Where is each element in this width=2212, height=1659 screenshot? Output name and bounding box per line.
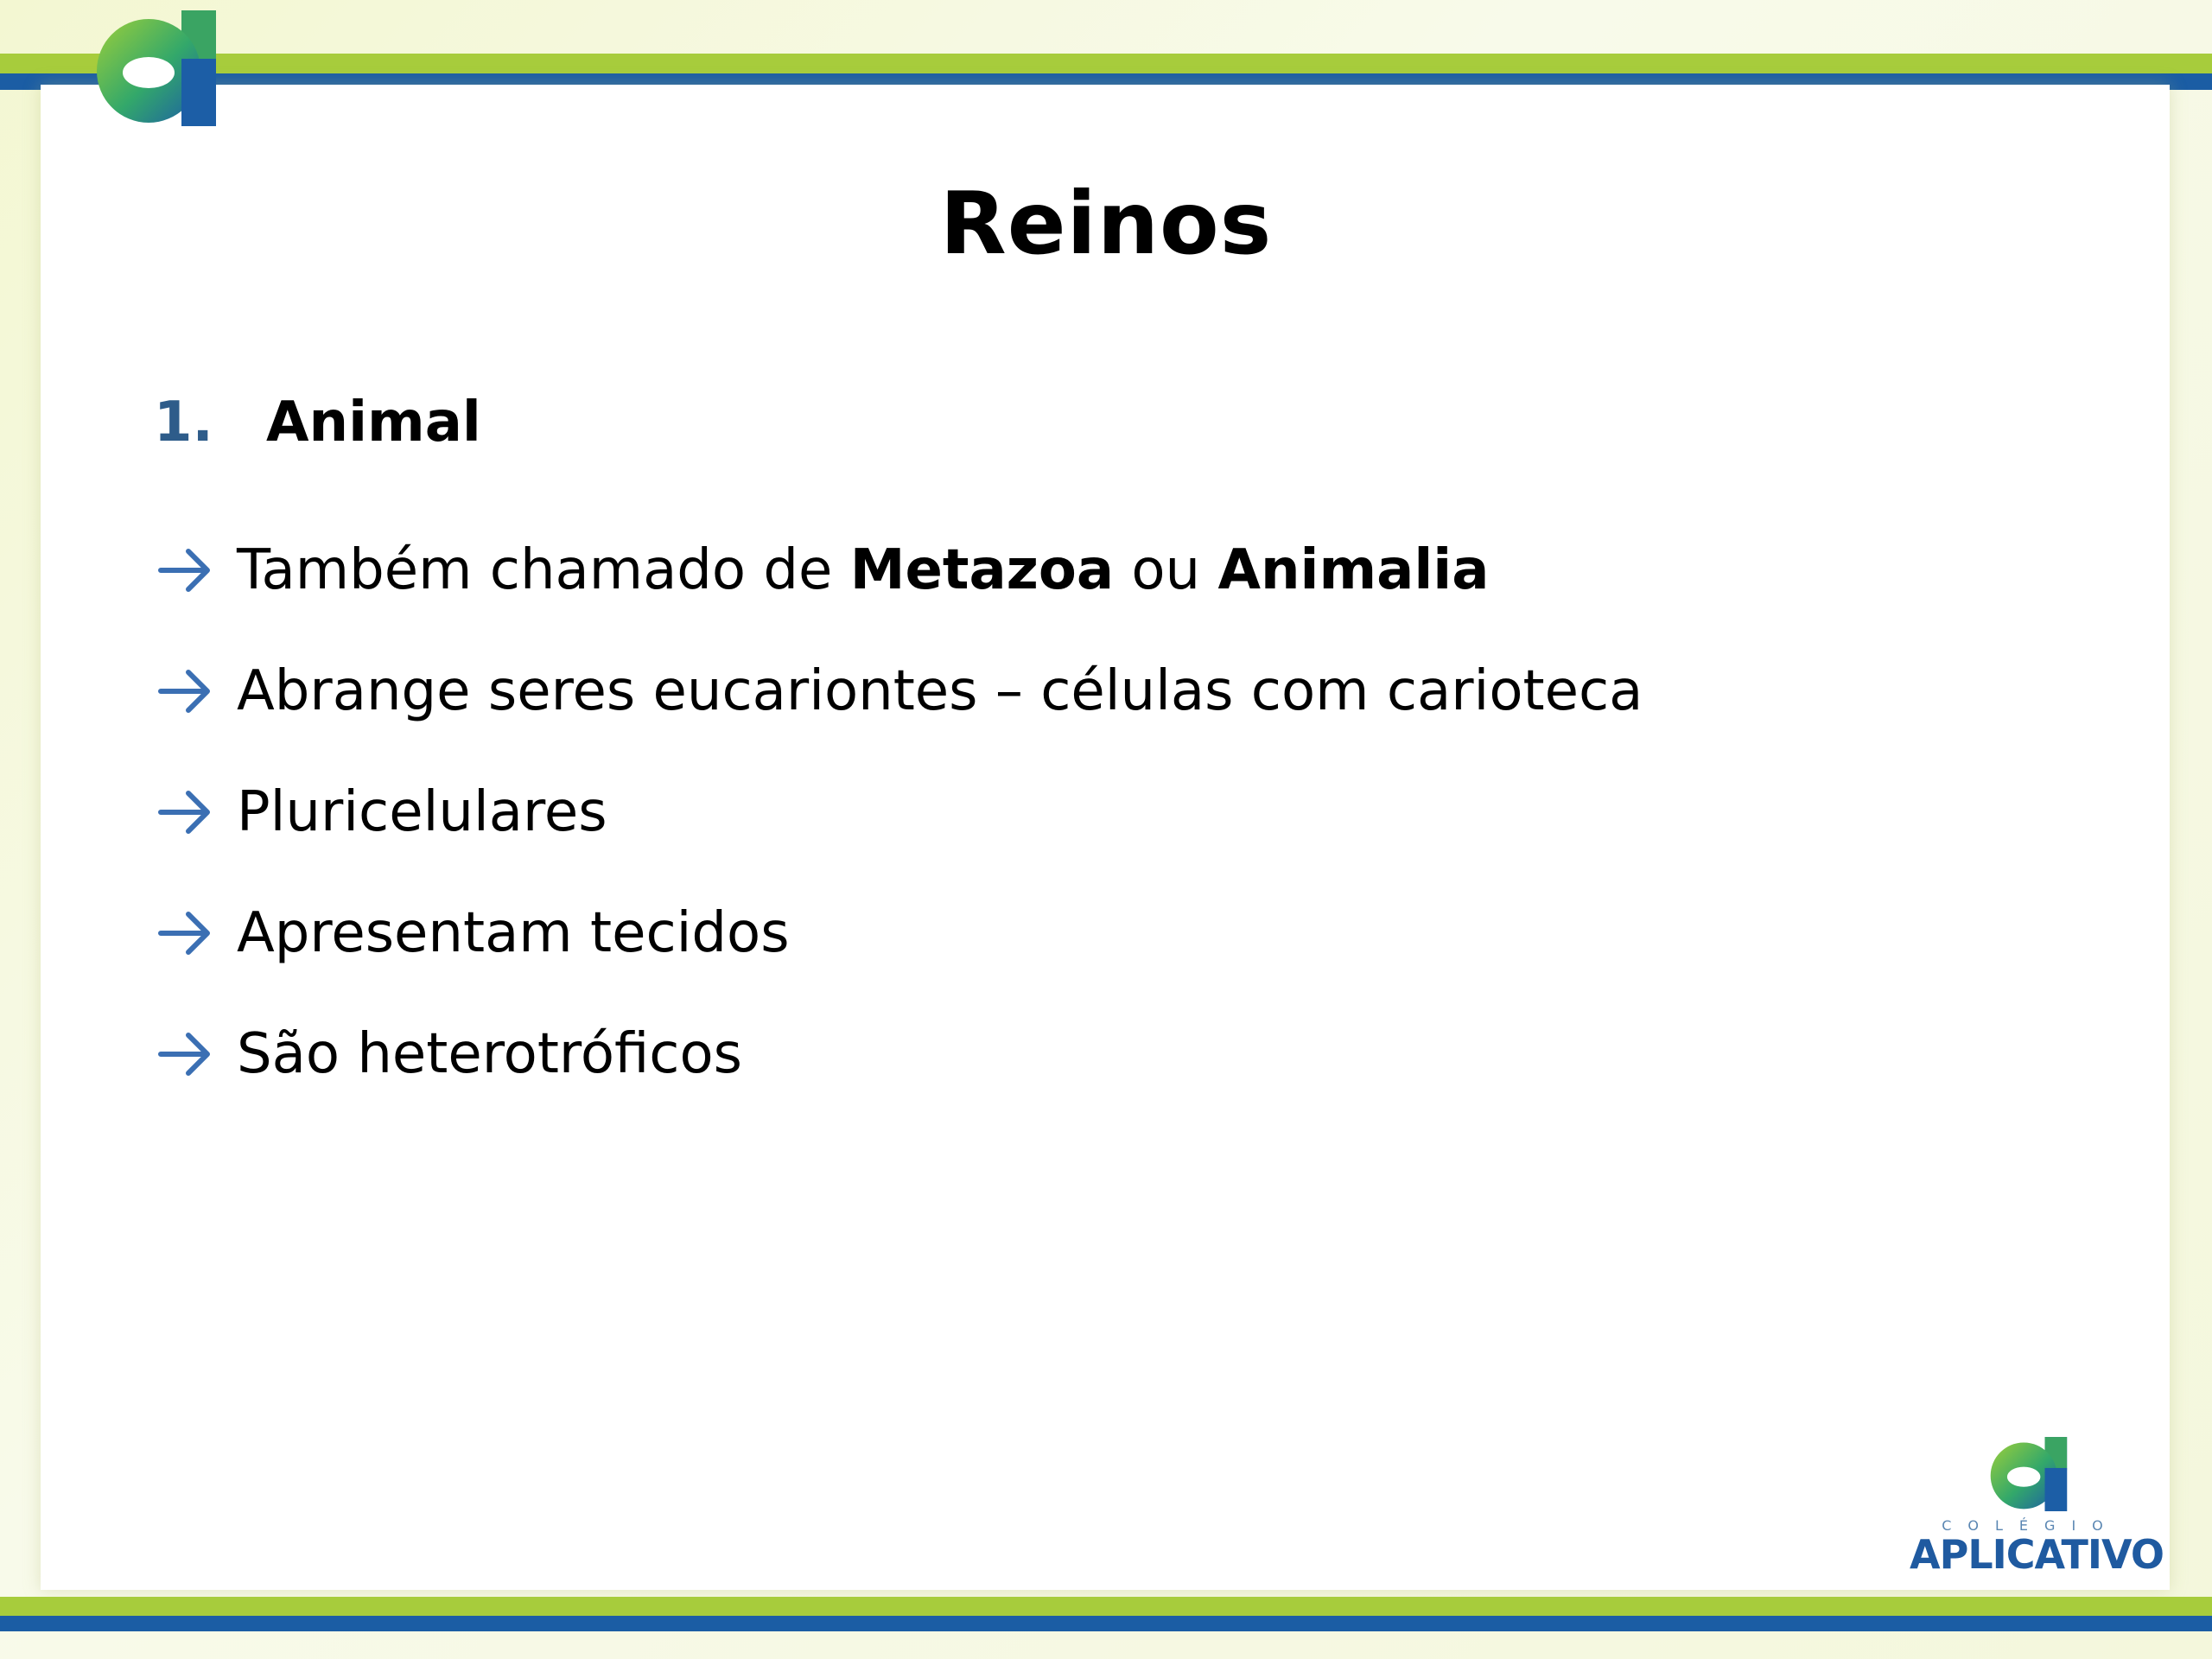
bottom-stripe [0,1597,2212,1631]
college-logo-icon [1984,1434,2070,1514]
bullet-text-bold: Metazoa [849,538,1115,602]
bullet-text [237,780,607,844]
section-number: 1. [154,391,213,454]
bullet-list [156,510,1643,1115]
section-label: Animal [266,391,481,454]
bullet-text-part: ou [1114,538,1218,602]
bullet-item [156,994,1643,1115]
arrow-right-icon [156,903,216,963]
brand-name: APLICATIVO [1910,1531,2164,1578]
bullet-item [156,752,1643,873]
arrow-right-icon [156,1024,216,1084]
bullet-item [156,510,1643,631]
bullet-text [237,538,1489,602]
college-brand [1910,1434,2164,1578]
bullet-item [156,631,1643,752]
bullet-text [237,659,1643,723]
brand-subtitle: COLÉGIO [1942,1517,2120,1534]
section-heading [154,391,481,454]
bullet-item [156,873,1643,994]
bullet-text-bold: Animalia [1217,538,1490,602]
college-logo-icon [86,7,221,130]
bullet-text-part: São heterotróficos [237,1022,742,1086]
slide-title: Reinos [939,173,1273,274]
arrow-right-icon [156,782,216,842]
bullet-text [237,901,790,965]
bullet-text-part: Pluricelulares [237,780,607,844]
bullet-text-part: Apresentam tecidos [237,901,790,965]
bullet-text-part: Abrange seres eucariontes – células com carioteca [237,659,1643,723]
arrow-right-icon [156,540,216,601]
bullet-text [237,1022,742,1086]
arrow-right-icon [156,661,216,721]
bullet-text-part: Também chamado de [237,538,850,602]
